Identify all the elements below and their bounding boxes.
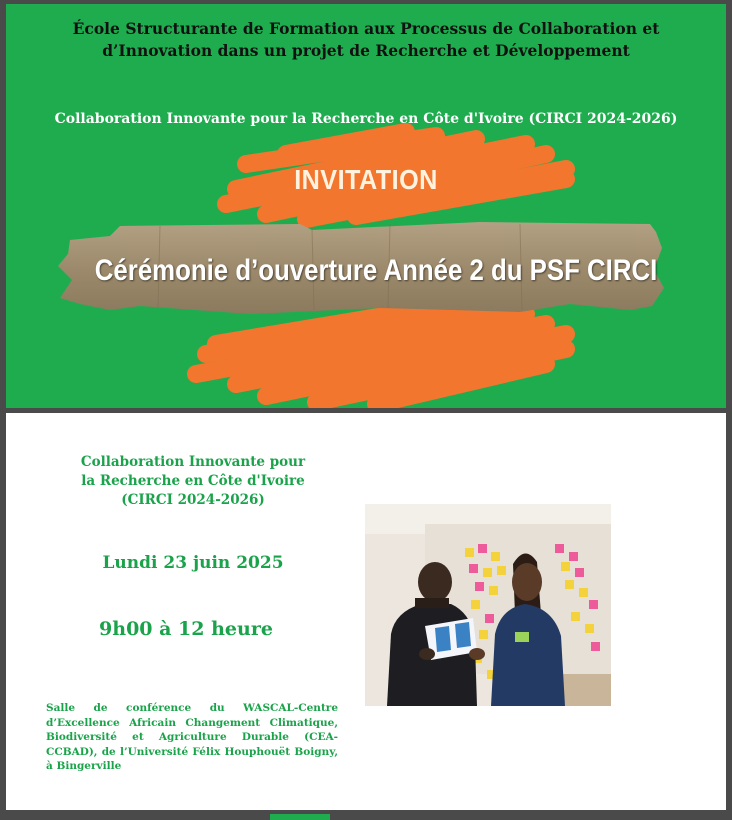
school-title: École Structurante de Formation aux Processus de Collaboration et d’Innovation dans un projet de Recherche et Développement [72,19,660,60]
orange-scribble-decoration [6,4,726,408]
event-time: 9h00 à 12 heure [99,618,273,640]
project-name-line: Collaboration Innovante pour [80,454,306,470]
bottom-accent-bar [270,814,330,820]
ceremony-title: Cérémonie d’ouverture Année 2 du PSF CIRCI [94,254,658,287]
event-date: Lundi 23 juin 2025 [102,553,284,573]
photo-illustration [365,504,611,706]
project-title: Collaboration Innovante pour la Recherche en Côte d'Ivoire (CIRCI 2024-2026) [54,111,678,127]
invitation-heading: INVITATION [294,164,438,195]
project-name-line: (CIRCI 2024-2026) [121,492,265,508]
event-photo [365,504,611,706]
event-details-card [6,413,726,810]
project-name-block [58,453,328,510]
event-venue: Salle de conférence du WASCAL-Centre d’Excellence Africain Changement Climatique, Biodiversité et Agriculture Durable (CEA-CCBAD), de l’Université Félix Houphouët Boigny, à Bingerville [46,702,338,772]
invitation-banner [6,4,726,408]
project-name-line: la Recherche en Côte d'Ivoire [81,473,305,489]
